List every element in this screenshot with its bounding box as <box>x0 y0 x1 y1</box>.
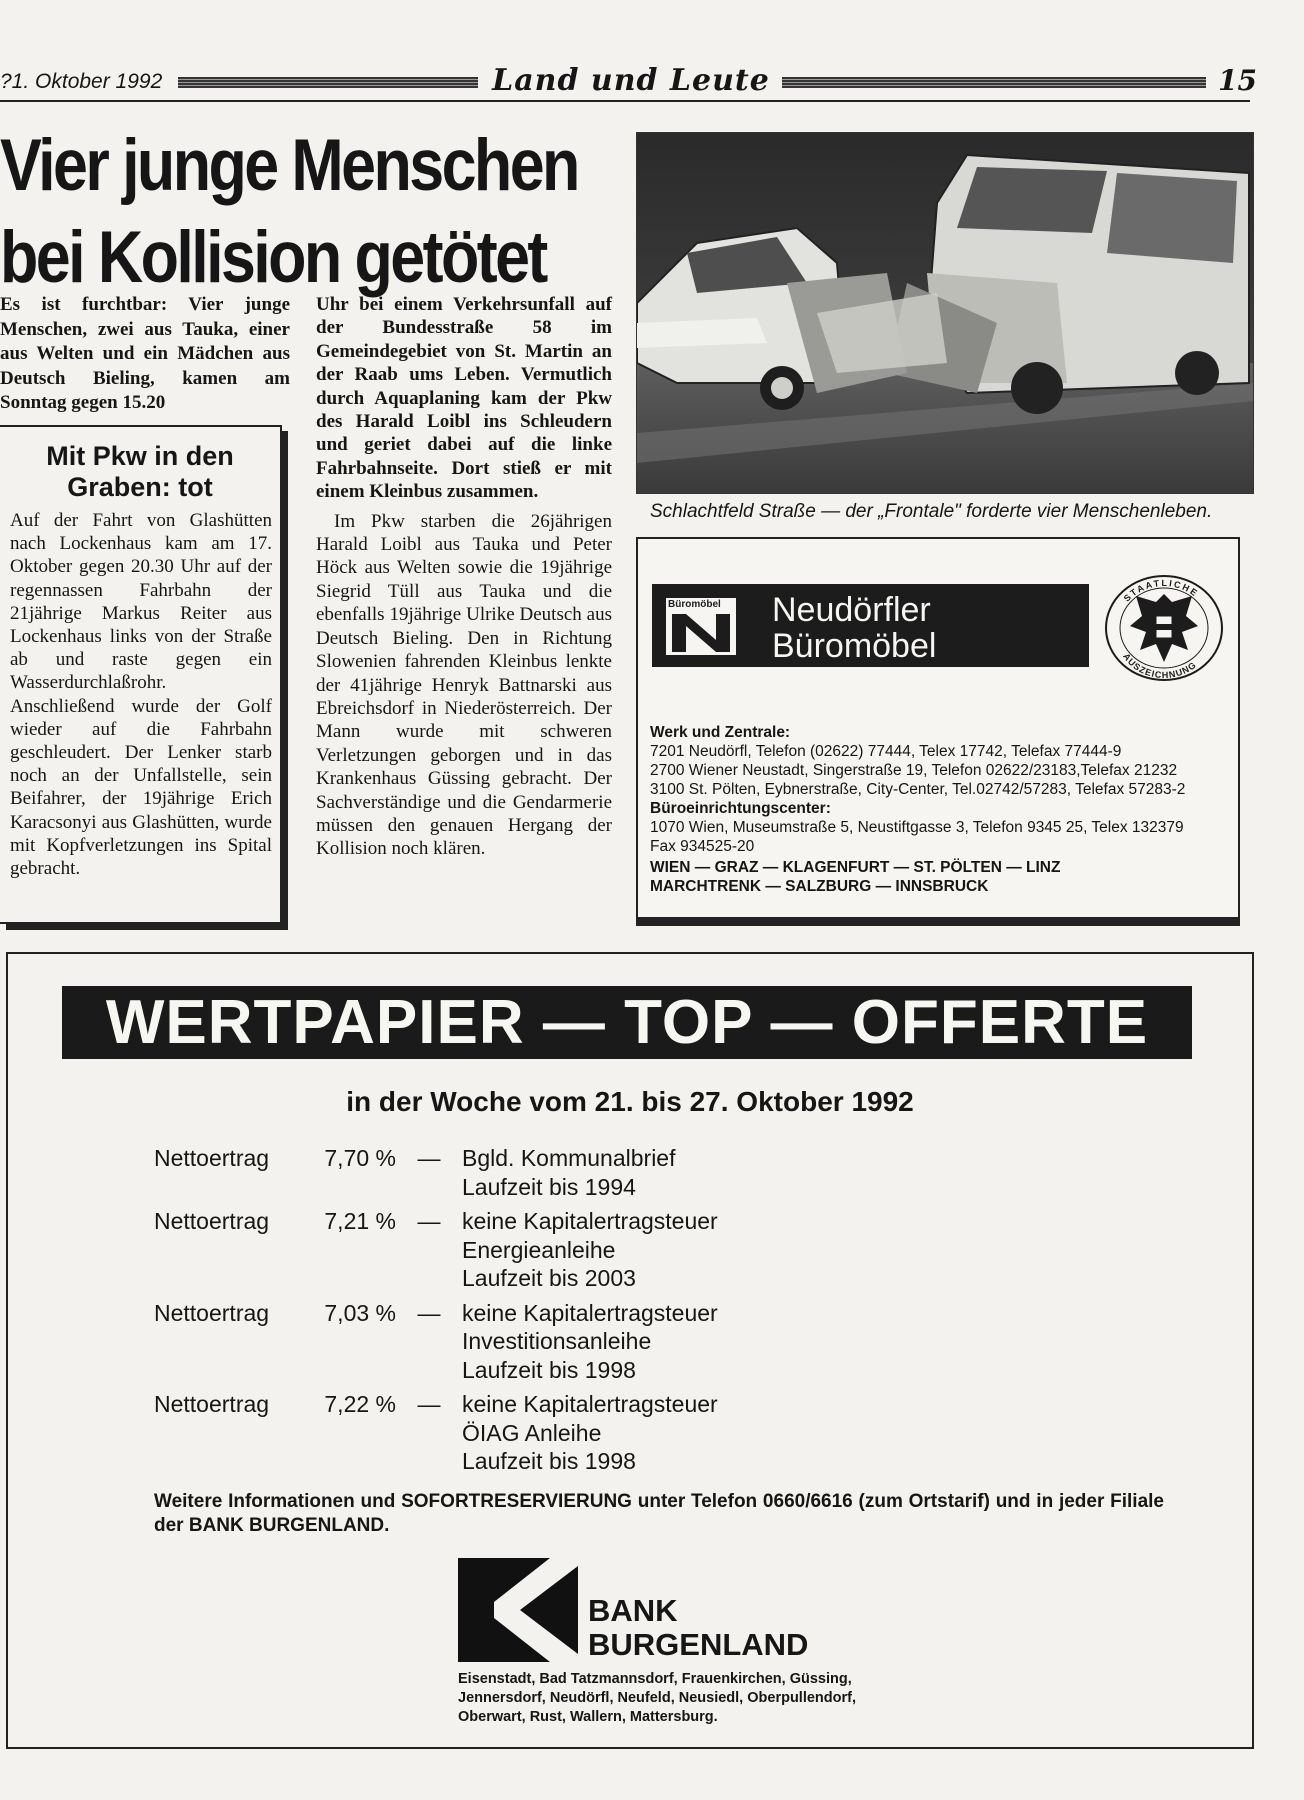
article-bold-paragraph: Uhr bei einem Verkehrsunfall auf der Bundesstraße 58 im Gemeindegebiet von St. Martin an der Raab ums Leben. Vermutlich durch Aquaplaning kam der Pkw des Harald Loibl ins Schleudern und geriet dabei auf die linke Fahrbahnseite. Dort stieß er mit einem Kleinbus zusammen. <box>316 294 612 503</box>
center-line: 1070 Wien, Museumstraße 5, Neustiftgasse 3, Telefon 9345 25, Telex 132379 <box>650 819 1184 836</box>
offer-contact-info: Weitere Informationen und SOFORTRESERVIERUNG unter Telefon 0660/6616 (zum Ortstarif) und in jeder Filiale der BANK BURGENLAND. <box>154 1491 1164 1536</box>
offer-description <box>462 1299 1022 1385</box>
bank-branches: Eisenstadt, Bad Tatzmannsdorf, Frauenkirchen, Güssing, Jennersdorf, Neudörfl, Neufeld, Neusiedl, Oberpullendorf, Oberwart, Rust, Wallern, Mattersburg. <box>458 1671 856 1725</box>
offer-line: Laufzeit bis 1998 <box>462 1448 636 1474</box>
offer-dash: — <box>417 1299 441 1326</box>
moebel-contact-block <box>650 723 1230 896</box>
headline-line-1: Vier junge Menschen <box>0 125 578 206</box>
article-body-paragraph: Im Pkw starben die 26jährigen Harald Loibl aus Tauka und Peter Höck aus Welten sowie die 19jährige Siegrid Tüll aus Tauka und die ebenfalls 19jährige Ulrike Deutsch aus Deutsch Bieling. Den in Richtung Slowenien fahrenden Kleinbus lenkte der 41jährige Henryk Battnarski aus Ebreichsdorf in Niederösterreich. Der Mann wurde mit schweren Verletzungen geborgen und in das Krankenhaus Güssing gebracht. Der Sachverständige und die Gendarmerie müssen den genauen Hergang der Kollision noch klären. <box>316 510 612 860</box>
offer-list <box>154 1144 1054 1482</box>
werk-line: 7201 Neudörfl, Telefon (02622) 77444, Telex 17742, Telefax 77444-9 <box>650 743 1122 760</box>
offer-rate: 7,21 % <box>324 1208 396 1234</box>
offer-line: Energieanleihe <box>462 1236 616 1263</box>
ad-bank-burgenland <box>6 952 1254 1749</box>
offer-label: Nettoertrag <box>154 1208 270 1234</box>
moebel-banner <box>652 584 1089 667</box>
moebel-logo <box>666 598 736 655</box>
moebel-company-name <box>772 592 936 664</box>
offer-row <box>154 1207 1054 1293</box>
seal-bottom-text: AUSZEICHNUNG <box>1121 651 1199 681</box>
offer-description <box>462 1144 1022 1201</box>
offer-line: Bgld. Kommunalbrief <box>462 1145 676 1171</box>
ad-neudoerfler <box>636 537 1240 919</box>
article-lead: Es ist furchtbar: Vier junge Menschen, zwei aus Tauka, einer aus Welten und ein Mädchen aus Deutsch Bieling, kamen am Sonntag gegen 15.20 <box>0 294 290 413</box>
offer-line: Investitionsanleihe <box>462 1328 652 1354</box>
state-award-seal-icon <box>1102 572 1226 684</box>
moebel-name-line-1: Neudörfler <box>772 591 931 629</box>
offer-line: ÖIAG Anleihe <box>462 1419 602 1446</box>
sidebar-headline <box>0 441 280 503</box>
issue-date: ?1. Oktober 1992 <box>0 70 163 93</box>
cities-line-1: WIEN — GRAZ — KLAGENFURT — ST. PÖLTEN — LINZ <box>650 859 1061 876</box>
offer-dash: — <box>417 1208 441 1234</box>
offer-row <box>154 1299 1054 1385</box>
header-rule-left <box>178 77 478 88</box>
werk-heading: Werk und Zentrale: <box>650 724 791 741</box>
offer-label: Nettoertrag <box>154 1299 270 1326</box>
offer-label: Nettoertrag <box>154 1391 270 1417</box>
sidebar-body: Auf der Fahrt von Glashütten nach Lockenhaus kam am 17. Oktober gegen 20.30 Uhr auf der regennassen Fahrbahn der 21jährige Markus Reiter aus Lockenhaus links von der Straße ab und raste gegen ein Wasserdurchlaßrohr. Anschließend wurde der Golf wieder auf die Fahrbahn geschleudert. Der Lenker starb noch an der Unfallstelle, sein Beifahrer, der 19jährige Erich Karacsonyi aus Glashütten, wurde mit Kopfverletzungen ins Spital gebracht. <box>10 510 272 880</box>
werk-line: 3100 St. Pölten, Eybnerstraße, City-Center, Tel.02742/57283, Telefax 57283-2 <box>650 781 1186 798</box>
center-heading: Büroeinrichtungscenter: <box>650 800 831 817</box>
offer-rate: 7,70 % <box>324 1145 396 1171</box>
offer-dash: — <box>417 1391 441 1417</box>
offer-rate: 7,22 % <box>324 1391 396 1417</box>
offer-line: Laufzeit bis 1998 <box>462 1356 636 1383</box>
bank-name-line-2: BURGENLAND <box>588 1627 809 1662</box>
offer-label: Nettoertrag <box>154 1145 270 1171</box>
offer-line: keine Kapitalertragsteuer <box>462 1208 718 1234</box>
bank-name <box>588 1594 808 1662</box>
header-divider <box>0 100 1250 102</box>
center-line: Fax 934525-20 <box>650 838 755 855</box>
moebel-logo-label: Büromöbel <box>668 599 721 610</box>
offer-line: keine Kapitalertragsteuer <box>462 1299 718 1326</box>
werk-line: 2700 Wiener Neustadt, Singerstraße 19, Telefon 02622/23183,Telefax 21232 <box>650 762 1178 779</box>
bank-name-line-1: BANK <box>588 1593 678 1628</box>
article-headline <box>0 120 578 304</box>
offer-row <box>154 1144 1054 1201</box>
offer-line: keine Kapitalertragsteuer <box>462 1391 718 1417</box>
offer-description <box>462 1207 1022 1293</box>
page-number: 15 <box>1218 64 1257 97</box>
headline-line-2: bei Kollision getötet <box>0 217 546 298</box>
offer-dash: — <box>417 1145 441 1171</box>
offer-line: Laufzeit bis 1994 <box>462 1173 636 1200</box>
offer-description <box>462 1390 1022 1476</box>
photo-caption: Schlachtfeld Straße — der „Frontale" forderte vier Menschenleben. <box>650 501 1213 522</box>
article-column-2 <box>316 293 612 861</box>
moebel-name-line-2: Büromöbel <box>772 627 937 665</box>
offer-rate: 7,03 % <box>324 1299 396 1326</box>
offer-subtitle: in der Woche vom 21. bis 27. Oktober 1992 <box>346 1086 914 1117</box>
seal-top-text: STAATLICHE <box>1121 577 1201 604</box>
bank-logo-icon <box>458 1558 578 1662</box>
crash-photo-image <box>637 133 1253 493</box>
section-title: Land und Leute <box>492 63 770 98</box>
crash-photo <box>636 132 1254 494</box>
cities-line-2: MARCHTRENK — SALZBURG — INNSBRUCK <box>650 878 989 895</box>
sidebar-headline-line-2: Graben: tot <box>67 472 213 502</box>
offer-line: Laufzeit bis 2003 <box>462 1265 636 1291</box>
bank-k-icon <box>458 1558 578 1662</box>
offer-banner: WERTPAPIER — TOP — OFFERTE <box>62 986 1192 1059</box>
moebel-n-icon <box>672 614 730 652</box>
sidebar-headline-line-1: Mit Pkw in den <box>46 441 234 471</box>
header-rule-right <box>782 77 1206 88</box>
offer-row <box>154 1390 1054 1476</box>
sidebar-article <box>0 425 282 924</box>
